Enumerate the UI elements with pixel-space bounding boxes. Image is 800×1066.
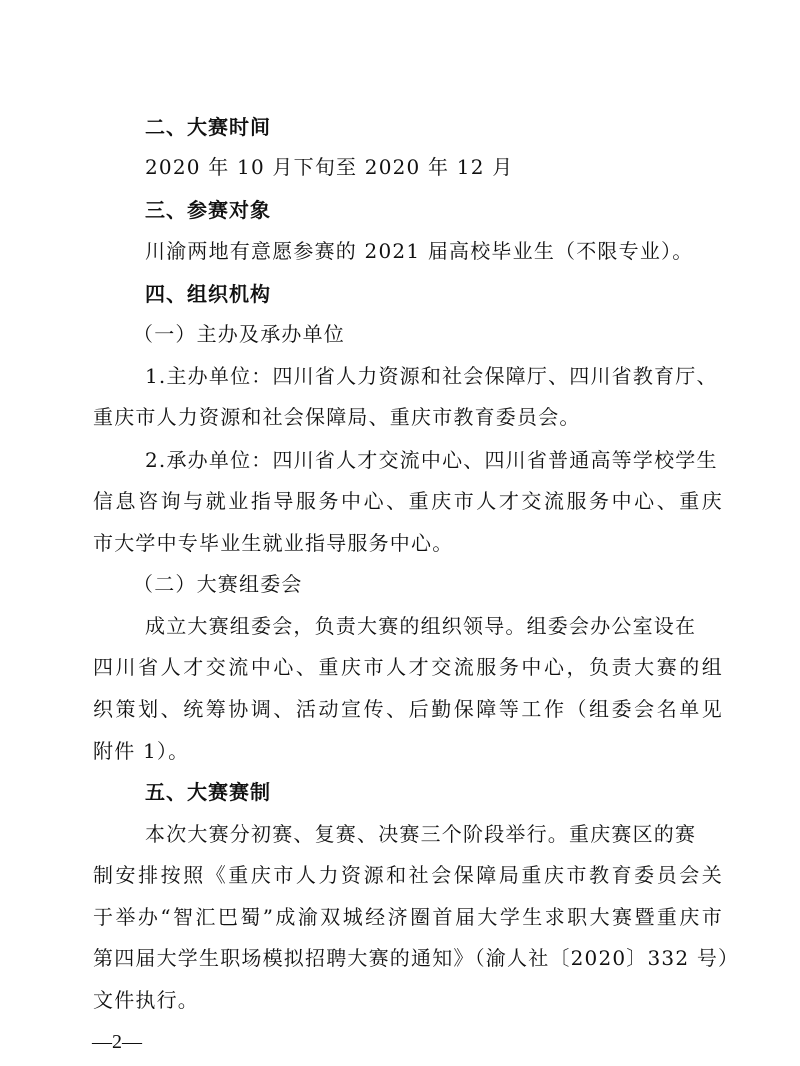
organizer-units-line-3: 市大学中专毕业生就业指导服务中心。 — [93, 531, 454, 555]
section-heading-time: 二、大赛时间 — [145, 115, 271, 139]
committee-line-4: 附件 1）。 — [93, 739, 190, 763]
committee-line-2: 四川省人才交流中心、重庆市人才交流服务中心，负责大赛的组 — [93, 655, 723, 679]
format-line-3: 于举办“智汇巴蜀”成渝双城经济圈首届大学生求职大赛暨重庆市 — [93, 905, 723, 929]
committee-line-1: 成立大赛组委会，负责大赛的组织领导。组委会办公室设在 — [145, 614, 697, 638]
section-heading-format: 五、大赛赛制 — [145, 780, 271, 804]
format-line-2: 制安排按照《重庆市人力资源和社会保障局重庆市教育委员会关 — [93, 863, 723, 887]
organizer-units-line-2: 信息咨询与就业指导服务中心、重庆市人才交流服务中心、重庆 — [93, 489, 723, 513]
participants-text: 川渝两地有意愿参赛的 2021 届高校毕业生（不限专业）。 — [145, 239, 694, 263]
subsection-heading-hosts: （一）主办及承办单位 — [133, 322, 345, 346]
format-line-1: 本次大赛分初赛、复赛、决赛三个阶段举行。重庆赛区的赛 — [145, 822, 697, 846]
section-heading-organization: 四、组织机构 — [145, 282, 271, 306]
host-units-line-1: 1.主办单位：四川省人力资源和社会保障厅、四川省教育厅、 — [145, 364, 718, 388]
section-heading-participants: 三、参赛对象 — [145, 198, 271, 222]
format-line-5: 文件执行。 — [93, 988, 199, 1012]
competition-time-text: 2020 年 10 月下旬至 2020 年 12 月 — [145, 155, 514, 179]
page-number: —2— — [92, 1031, 142, 1053]
subsection-heading-committee: （二）大赛组委会 — [133, 572, 303, 596]
committee-line-3: 织策划、统筹协调、活动宣传、后勤保障等工作（组委会名单见 — [93, 697, 723, 721]
format-line-4: 第四届大学生职场模拟招聘大赛的通知》（渝人社〔2020〕332 号） — [93, 946, 740, 970]
host-units-line-2: 重庆市人力资源和社会保障局、重庆市教育委员会。 — [93, 405, 581, 429]
organizer-units-line-1: 2.承办单位：四川省人才交流中心、四川省普通高等学校学生 — [145, 448, 718, 472]
